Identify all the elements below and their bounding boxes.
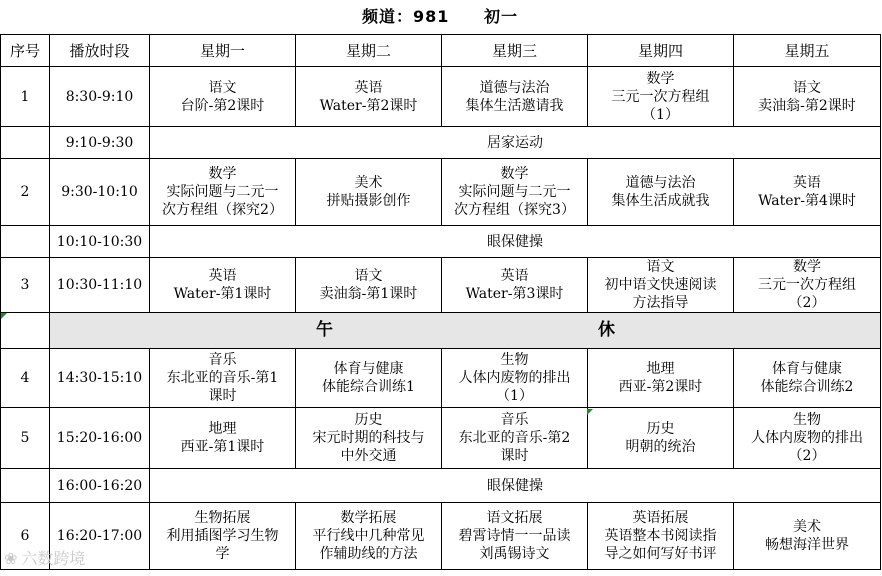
lesson-topic-line: 课时 xyxy=(208,388,237,404)
lesson-cell xyxy=(296,503,442,570)
lesson-text xyxy=(444,165,585,219)
watermark xyxy=(4,546,85,569)
period-number-cell: 2 xyxy=(1,159,50,226)
empty-cell xyxy=(1,469,50,503)
period-number-cell: 6 xyxy=(1,503,50,570)
lesson-cell xyxy=(296,349,442,408)
lesson-topic-line: 人体内废物的排出 xyxy=(458,370,571,386)
subject-label: 体育与健康 xyxy=(333,361,404,377)
lesson-cell xyxy=(734,408,881,469)
subject-label: 英语拓展 xyxy=(632,510,689,526)
activity-cell: 居家运动 xyxy=(150,127,881,159)
lesson-topic-line: Water-第2课时 xyxy=(319,97,418,114)
lesson-cell xyxy=(588,503,734,570)
watermark-text: 六数跨境 xyxy=(21,549,86,568)
header-row xyxy=(1,35,881,67)
lesson-topic-line: 课时 xyxy=(500,448,529,464)
subject-label: 地理 xyxy=(208,421,237,437)
period-number-cell: 5 xyxy=(1,408,50,469)
lesson-text xyxy=(152,420,293,456)
lesson-topic-line: 东北亚的音乐-第1 xyxy=(166,370,279,386)
schedule-table xyxy=(0,34,881,570)
time-slot-cell: 9:30-10:10 xyxy=(50,159,150,226)
time-slot-cell: 16:00-16:20 xyxy=(50,469,150,503)
header-cell: 星期一 xyxy=(150,35,296,67)
lesson-text xyxy=(152,351,293,405)
header-cell: 星期四 xyxy=(588,35,734,67)
lesson-topic-line: 台阶-第2课时 xyxy=(180,97,265,114)
lesson-topic-line: Water-第1课时 xyxy=(173,286,272,302)
lesson-cell xyxy=(150,408,296,469)
lesson-topic-line: 平行线中几种常见 xyxy=(312,528,425,544)
lesson-text xyxy=(590,174,731,210)
lesson-cell xyxy=(734,159,881,226)
lesson-topic-line: 卖油翁-第1课时 xyxy=(319,286,418,302)
empty-cell xyxy=(1,226,50,258)
lesson-cell xyxy=(150,67,296,127)
lesson-topic-line: 实际问题与二元一 xyxy=(458,184,571,200)
period-number-cell: 4 xyxy=(1,349,50,408)
lesson-text xyxy=(736,258,878,312)
empty-cell xyxy=(1,313,50,349)
lesson-cell xyxy=(734,67,881,127)
lesson-cell xyxy=(588,258,734,313)
header-cell: 星期三 xyxy=(442,35,588,67)
lunch-break-char: 午 xyxy=(316,320,333,340)
lesson-row xyxy=(1,349,881,408)
lesson-text xyxy=(152,267,293,303)
lesson-topic-line: 初中语文快速阅读 xyxy=(604,277,717,293)
time-slot-cell: 15:20-16:00 xyxy=(50,408,150,469)
lesson-row xyxy=(1,503,881,570)
lesson-cell xyxy=(442,349,588,408)
activity-row xyxy=(1,469,881,503)
lesson-topic-line: （1） xyxy=(496,388,533,404)
subject-label: 音乐 xyxy=(500,412,529,428)
lesson-topic-line: 英语整本书阅读指 xyxy=(604,528,717,544)
lesson-cell xyxy=(442,159,588,226)
lesson-text xyxy=(152,509,293,563)
lesson-text xyxy=(590,509,731,563)
lesson-cell xyxy=(734,503,881,570)
subject-label: 体育与健康 xyxy=(772,361,842,377)
lesson-text xyxy=(590,258,731,312)
lesson-topic-line: 次方程组（探究2） xyxy=(162,202,283,218)
grade-label: 初一 xyxy=(483,7,518,26)
lesson-text xyxy=(736,411,878,465)
subject-label: 英语 xyxy=(354,79,383,96)
subject-label: 语文 xyxy=(208,79,237,96)
activity-cell: 眼保健操 xyxy=(150,226,881,258)
lesson-cell xyxy=(442,67,588,127)
lunch-break-row xyxy=(1,313,881,349)
subject-label: 地理 xyxy=(646,361,675,377)
subject-label: 语文 xyxy=(354,268,383,284)
lesson-cell xyxy=(734,349,881,408)
lesson-topic-line: 集体生活邀请我 xyxy=(465,97,564,114)
lesson-text xyxy=(298,267,439,303)
lesson-topic-line: 畅想海洋世界 xyxy=(765,537,849,553)
lesson-text xyxy=(298,509,439,563)
subject-label: 数学拓展 xyxy=(340,510,397,526)
lesson-text xyxy=(444,267,585,303)
subject-label: 语文拓展 xyxy=(486,510,543,526)
lesson-cell xyxy=(150,159,296,226)
lesson-row xyxy=(1,159,881,226)
lesson-topic-line: Water-第3课时 xyxy=(465,286,564,302)
subject-label: 生物拓展 xyxy=(194,510,251,526)
subject-label: 英语 xyxy=(500,268,529,284)
lesson-cell xyxy=(588,67,734,127)
lesson-cell xyxy=(150,349,296,408)
lesson-cell xyxy=(588,159,734,226)
lesson-topic-line: （2） xyxy=(788,448,826,464)
time-slot-cell: 8:30-9:10 xyxy=(50,67,150,127)
lesson-text xyxy=(298,411,439,465)
lesson-topic-line: 作辅助线的方法 xyxy=(319,546,418,562)
lesson-cell xyxy=(150,258,296,313)
lesson-text xyxy=(298,79,439,115)
subject-label: 数学 xyxy=(793,259,821,275)
lesson-topic-line: 实际问题与二元一 xyxy=(166,184,279,200)
lesson-cell xyxy=(588,408,734,469)
time-slot-cell: 16:20-17:00 xyxy=(50,503,150,570)
lesson-text xyxy=(736,360,878,396)
cell-comment-marker xyxy=(587,409,593,415)
activity-row xyxy=(1,127,881,159)
subject-label: 音乐 xyxy=(208,352,237,368)
header-cell: 播放时段 xyxy=(50,35,150,67)
header-cell: 星期二 xyxy=(296,35,442,67)
lesson-cell xyxy=(442,408,588,469)
period-number-cell: 3 xyxy=(1,258,50,313)
lesson-topic-line: 西亚-第1课时 xyxy=(180,439,265,455)
subject-label: 数学 xyxy=(646,70,675,87)
lesson-topic-line: 中外交通 xyxy=(340,448,397,464)
lesson-topic-line: 卖油翁-第2课时 xyxy=(758,97,856,114)
lesson-cell xyxy=(442,503,588,570)
lunch-break-label xyxy=(52,313,878,348)
lesson-topic-line: 体能综合训练1 xyxy=(322,379,415,395)
lunch-break-cell xyxy=(50,313,881,349)
lesson-text xyxy=(590,70,731,124)
lesson-text xyxy=(736,174,878,210)
lesson-topic-line: 利用插图学习生物 xyxy=(166,528,279,544)
lesson-topic-line: 次方程组（探究3） xyxy=(454,202,575,218)
cell-comment-marker xyxy=(1,313,7,319)
lesson-cell xyxy=(296,258,442,313)
subject-label: 英语 xyxy=(793,175,821,191)
activity-cell: 眼保健操 xyxy=(150,469,881,503)
time-slot-cell: 10:10-10:30 xyxy=(50,226,150,258)
subject-label: 生物 xyxy=(500,352,529,368)
lesson-text xyxy=(444,509,585,563)
subject-label: 历史 xyxy=(354,412,383,428)
lesson-text xyxy=(152,79,293,115)
lesson-cell xyxy=(734,258,881,313)
header-cell: 星期五 xyxy=(734,35,881,67)
lesson-text xyxy=(444,351,585,405)
lesson-text xyxy=(590,360,731,396)
lunch-break-char: 休 xyxy=(598,320,615,340)
time-slot-cell: 10:30-11:10 xyxy=(50,258,150,313)
lesson-text xyxy=(736,518,878,554)
lesson-text xyxy=(298,174,439,210)
lesson-text xyxy=(736,79,878,115)
lesson-cell xyxy=(296,67,442,127)
subject-label: 英语 xyxy=(208,268,237,284)
lesson-topic-line: 体能综合训练2 xyxy=(760,379,854,395)
period-number-cell: 1 xyxy=(1,67,50,127)
lesson-topic-line: 学 xyxy=(215,546,230,562)
subject-label: 数学 xyxy=(208,166,237,182)
schedule-title xyxy=(0,0,880,34)
lesson-topic-line: 拼贴摄影创作 xyxy=(326,193,411,209)
subject-label: 语文 xyxy=(646,259,675,275)
lesson-topic-line: 导之如何写好书评 xyxy=(604,546,717,562)
lesson-cell xyxy=(150,503,296,570)
lesson-topic-line: 方法指导 xyxy=(632,295,689,311)
lesson-row xyxy=(1,258,881,313)
lesson-cell xyxy=(296,408,442,469)
lesson-text xyxy=(152,165,293,219)
lesson-topic-line: 集体生活成就我 xyxy=(611,193,710,209)
time-slot-cell: 9:10-9:30 xyxy=(50,127,150,159)
lesson-topic-line: 明朝的统治 xyxy=(625,439,696,455)
lesson-topic-line: 西亚-第2课时 xyxy=(618,379,703,395)
lesson-text xyxy=(444,79,585,115)
lesson-topic-line: 东北亚的音乐-第2 xyxy=(458,430,571,446)
lesson-topic-line: 刘禹锡诗文 xyxy=(479,546,550,562)
lesson-topic-line: 碧霄诗情一一品读 xyxy=(458,528,571,544)
lesson-topic-line: 宋元时期的科技与 xyxy=(312,430,425,446)
lesson-topic-line: （2） xyxy=(788,295,826,311)
lesson-cell xyxy=(442,258,588,313)
channel-label: 频道：981 xyxy=(362,7,450,26)
lesson-text xyxy=(298,360,439,396)
activity-row xyxy=(1,226,881,258)
lesson-topic-line: Water-第4课时 xyxy=(758,193,856,209)
subject-label: 道德与法治 xyxy=(479,79,550,96)
lesson-topic-line: 人体内废物的排出 xyxy=(751,430,863,446)
subject-label: 美术 xyxy=(354,175,383,191)
lesson-text xyxy=(590,420,731,456)
lesson-text xyxy=(444,411,585,465)
lesson-topic-line: 三元一次方程组 xyxy=(758,277,856,293)
lesson-row xyxy=(1,408,881,469)
empty-cell xyxy=(1,127,50,159)
subject-label: 美术 xyxy=(793,519,821,535)
lesson-topic-line: 三元一次方程组 xyxy=(611,88,710,105)
subject-label: 生物 xyxy=(793,412,821,428)
lesson-cell xyxy=(588,349,734,408)
time-slot-cell: 14:30-15:10 xyxy=(50,349,150,408)
subject-label: 数学 xyxy=(500,166,529,182)
subject-label: 语文 xyxy=(793,79,821,96)
subject-label: 历史 xyxy=(646,421,675,437)
lesson-topic-line: （1） xyxy=(642,106,679,123)
watermark-logo-icon: ❀ xyxy=(4,549,18,568)
header-cell: 序号 xyxy=(1,35,50,67)
lesson-row xyxy=(1,67,881,127)
subject-label: 道德与法治 xyxy=(625,175,696,191)
lesson-cell xyxy=(296,159,442,226)
